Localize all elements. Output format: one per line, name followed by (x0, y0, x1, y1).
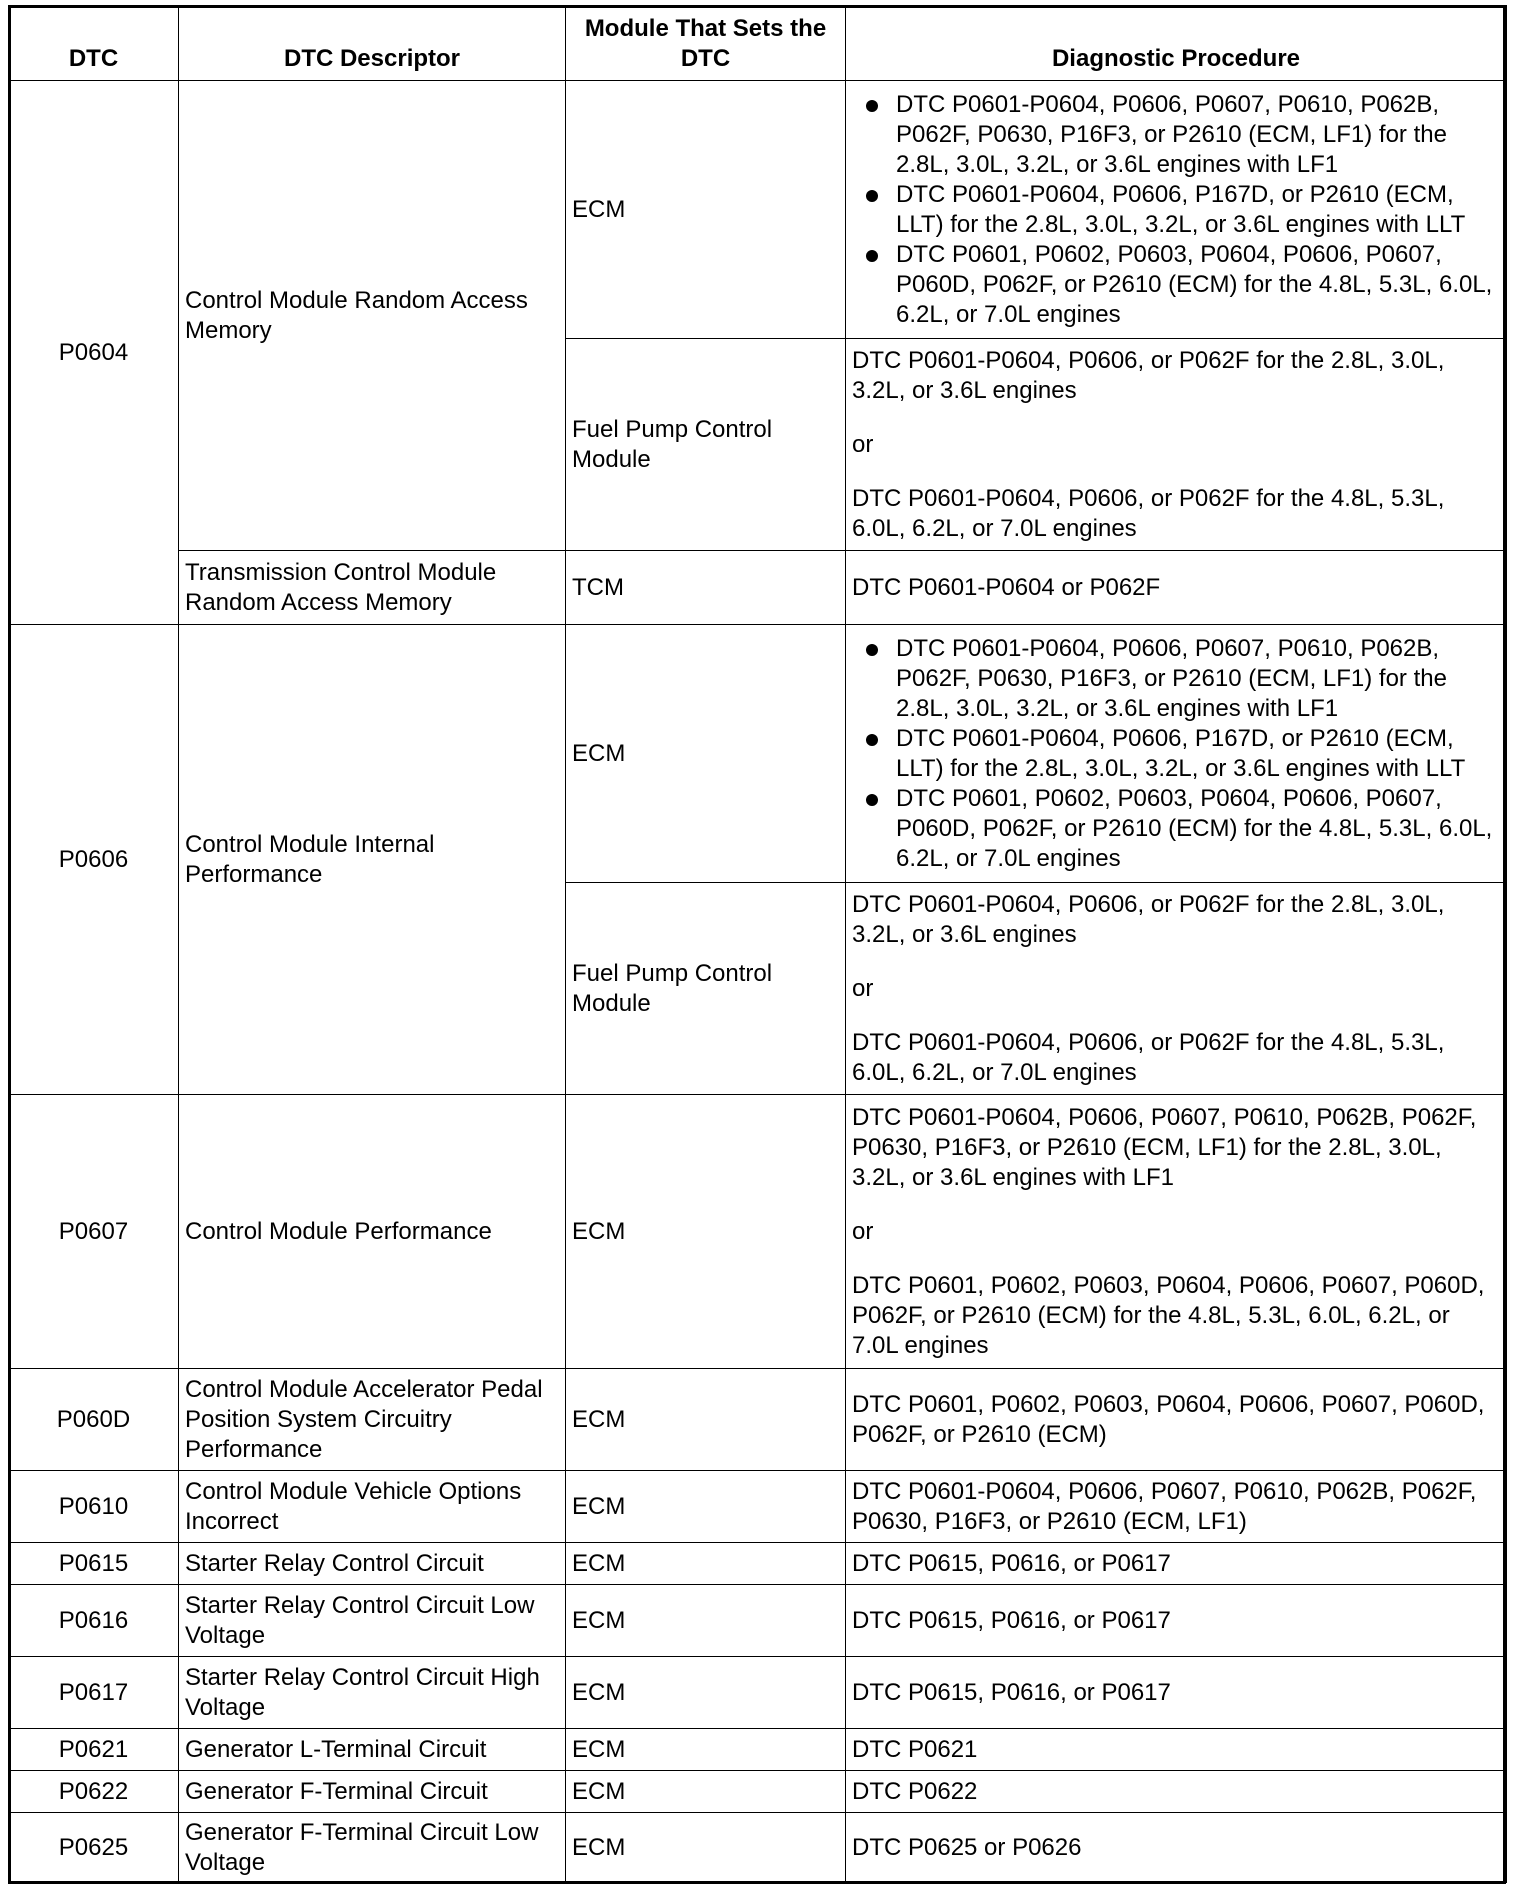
header-module: Module That Sets the DTC (566, 6, 846, 81)
diagnostic-procedure: DTC P0622 (846, 1771, 1507, 1813)
module-name: ECM (566, 1771, 846, 1813)
dtc-code: P0621 (9, 1729, 179, 1771)
header-procedure: Diagnostic Procedure (846, 6, 1507, 81)
diagnostic-procedure: DTC P0615, P0616, or P0617 (846, 1585, 1507, 1657)
diagnostic-procedure: DTC P0601-P0604, P0606, P0607, P0610, P062B, P062F, P0630, P16F3, or P2610 (ECM, LF1) (846, 1471, 1507, 1543)
list-item: DTC P0601, P0602, P0603, P0604, P0606, P0607, P060D, P062F, or P2610 (ECM) for the 4.8L, 5.3L, 6.0L, 6.2L, or 7.0L engines (896, 240, 1500, 330)
list-item: DTC P0601-P0604, P0606, P167D, or P2610 (ECM, LLT) for the 2.8L, 3.0L, 3.2L, or 3.6L engines with LLT (896, 724, 1500, 784)
procedure-text: DTC P0601-P0604, P0606, or P062F for the 4.8L, 5.3L, 6.0L, 6.2L, or 7.0L engines (852, 484, 1445, 542)
dtc-code: P0610 (9, 1471, 179, 1543)
dtc-descriptor: Generator L-Terminal Circuit (179, 1729, 566, 1771)
module-name: ECM (566, 1543, 846, 1585)
procedure-or: or (852, 974, 874, 1002)
list-item: DTC P0601, P0602, P0603, P0604, P0606, P0607, P060D, P062F, or P2610 (ECM) for the 4.8L, 5.3L, 6.0L, 6.2L, or 7.0L engines (896, 784, 1500, 874)
dtc-descriptor: Generator F-Terminal Circuit Low Voltage (179, 1813, 566, 1883)
list-item: DTC P0601-P0604, P0606, P0607, P0610, P062B, P062F, P0630, P16F3, or P2610 (ECM, LF1) for the 2.8L, 3.0L, 3.2L, or 3.6L engines with LF1 (896, 90, 1500, 180)
procedure-or: or (852, 430, 874, 458)
diagnostic-procedure: DTC P0621 (846, 1729, 1507, 1771)
procedure-or: or (852, 1217, 874, 1245)
dtc-descriptor: Control Module Performance (179, 1095, 566, 1369)
diagnostic-procedure: DTC P0615, P0616, or P0617 (846, 1657, 1507, 1729)
diagnostic-procedure: DTC P0625 or P0626 (846, 1813, 1507, 1883)
procedure-text: DTC P0601, P0602, P0603, P0604, P0606, P0607, P060D, P062F, or P2610 (ECM) for the 4.8L, 5.3L, 6.0L, 6.2L, or 7.0L engines (852, 1271, 1485, 1359)
procedure-text: DTC P0601-P0604, P0606, or P062F for the 2.8L, 3.0L, 3.2L, or 3.6L engines (852, 890, 1445, 948)
list-item: DTC P0601-P0604, P0606, P0607, P0610, P062B, P062F, P0630, P16F3, or P2610 (ECM, LF1) for the 2.8L, 3.0L, 3.2L, or 3.6L engines with LF1 (896, 634, 1500, 724)
dtc-descriptor: Starter Relay Control Circuit High Voltage (179, 1657, 566, 1729)
header-descriptor: DTC Descriptor (179, 6, 566, 81)
dtc-code: P0604 (9, 81, 179, 625)
list-item: DTC P0601-P0604, P0606, P167D, or P2610 (ECM, LLT) for the 2.8L, 3.0L, 3.2L, or 3.6L engines with LLT (896, 180, 1500, 240)
header-dtc: DTC (9, 6, 179, 81)
module-name: ECM (566, 1657, 846, 1729)
module-name: ECM (566, 1585, 846, 1657)
dtc-code: P0616 (9, 1585, 179, 1657)
module-name: Fuel Pump Control Module (566, 883, 846, 1095)
dtc-descriptor: Control Module Vehicle Options Incorrect (179, 1471, 566, 1543)
dtc-code: P060D (9, 1369, 179, 1471)
module-name: ECM (566, 1471, 846, 1543)
dtc-code: P0625 (9, 1813, 179, 1883)
module-name: ECM (566, 1813, 846, 1883)
diagnostic-procedure: DTC P0601, P0602, P0603, P0604, P0606, P0607, P060D, P062F, or P2610 (ECM) (846, 1369, 1507, 1471)
procedure-text: DTC P0601-P0604, P0606, P0607, P0610, P062B, P062F, P0630, P16F3, or P2610 (ECM, LF1) for the 2.8L, 3.0L, 3.2L, or 3.6L engines with LF1 (852, 1103, 1477, 1191)
module-name: TCM (566, 551, 846, 625)
dtc-code: P0607 (9, 1095, 179, 1369)
module-name: Fuel Pump Control Module (566, 339, 846, 551)
diagnostic-procedure: DTC P0601-P0604 or P062F (846, 551, 1507, 625)
dtc-code: P0617 (9, 1657, 179, 1729)
dtc-descriptor: Transmission Control Module Random Access Memory (179, 551, 566, 625)
dtc-descriptor: Starter Relay Control Circuit Low Voltage (179, 1585, 566, 1657)
module-name: ECM (566, 81, 846, 339)
module-name: ECM (566, 1729, 846, 1771)
dtc-code: P0615 (9, 1543, 179, 1585)
dtc-code: P0622 (9, 1771, 179, 1813)
procedure-text: DTC P0601-P0604, P0606, or P062F for the 4.8L, 5.3L, 6.0L, 6.2L, or 7.0L engines (852, 1028, 1445, 1086)
module-name: ECM (566, 1369, 846, 1471)
diagnostic-procedure: DTC P0615, P0616, or P0617 (846, 1543, 1507, 1585)
dtc-descriptor: Control Module Random Access Memory (179, 81, 566, 551)
table-outer-border (8, 5, 1506, 1884)
dtc-descriptor: Control Module Accelerator Pedal Position System Circuitry Performance (179, 1369, 566, 1471)
module-name: ECM (566, 1095, 846, 1369)
dtc-code: P0606 (9, 625, 179, 1095)
dtc-descriptor: Starter Relay Control Circuit (179, 1543, 566, 1585)
procedure-text: DTC P0601-P0604, P0606, or P062F for the 2.8L, 3.0L, 3.2L, or 3.6L engines (852, 346, 1445, 404)
dtc-descriptor: Generator F-Terminal Circuit (179, 1771, 566, 1813)
dtc-descriptor: Control Module Internal Performance (179, 625, 566, 1095)
module-name: ECM (566, 625, 846, 883)
